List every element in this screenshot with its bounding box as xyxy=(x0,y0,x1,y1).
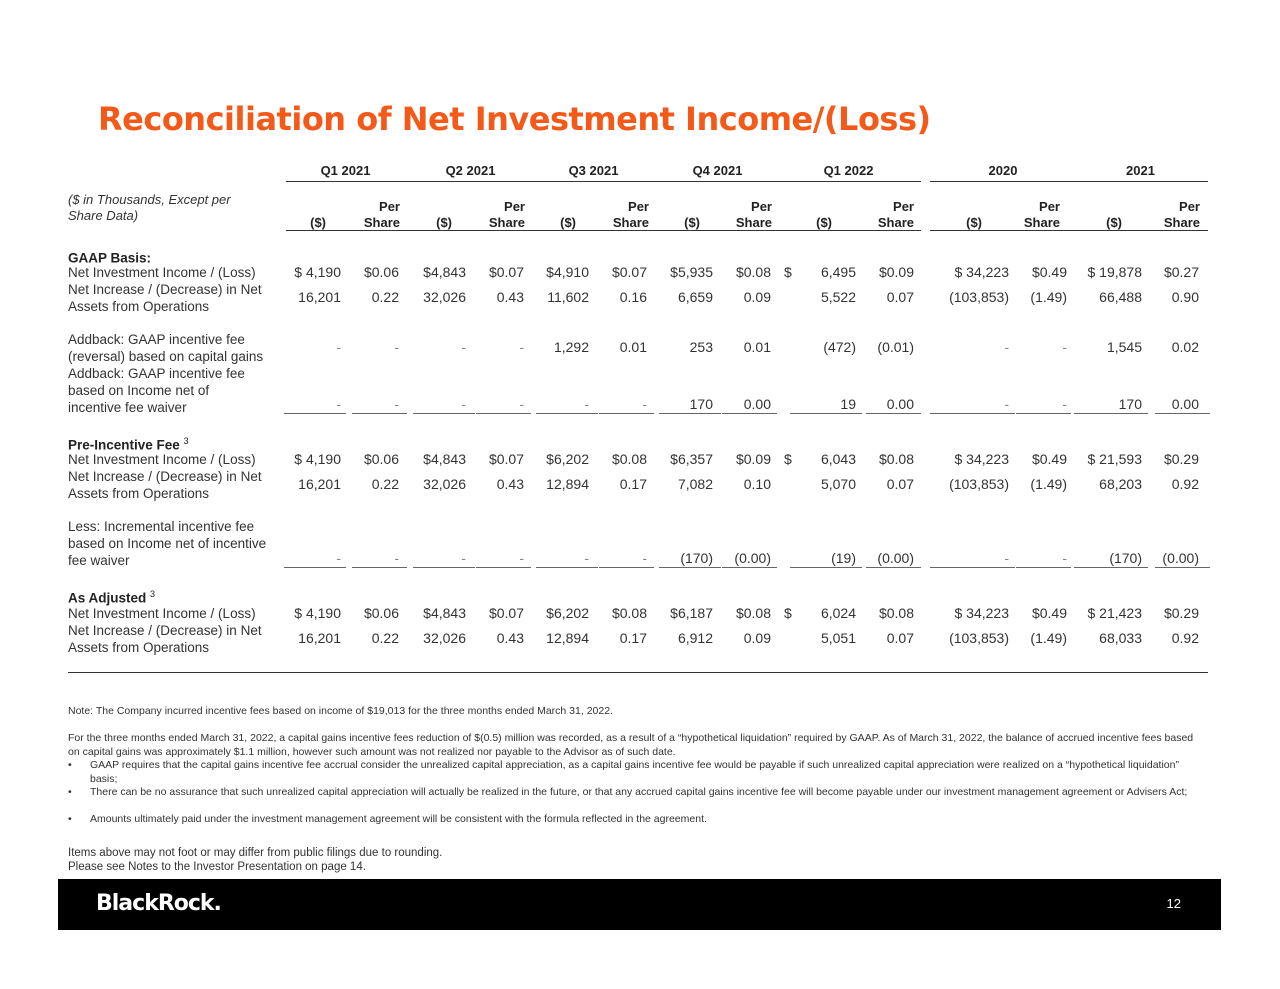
table-cell: $0.07 xyxy=(488,451,524,467)
table-cell: (19) xyxy=(831,550,856,566)
table-cell: - xyxy=(336,550,341,566)
table-cell: $4,843 xyxy=(423,264,466,280)
row-label-addback-income: Addback: GAAP incentive fee based on Income net of incentive fee waiver xyxy=(68,366,245,415)
note-see-notes: Please see Notes to the Investor Presentation on page 14. xyxy=(68,861,366,873)
table-cell: $0.09 xyxy=(878,264,914,280)
table-cell: $4,843 xyxy=(423,451,466,467)
table-cell: 0.22 xyxy=(371,630,399,646)
header-divider-right xyxy=(930,230,1208,231)
cell-underline xyxy=(352,413,407,414)
table-cell: 0.92 xyxy=(1171,476,1199,492)
table-cell: $0.07 xyxy=(488,264,524,280)
table-cell: $0.09 xyxy=(735,451,771,467)
row-label-adj-nii: Net Investment Income / (Loss) xyxy=(68,606,256,621)
cell-underline xyxy=(536,413,598,414)
blackrock-logo: BlackRock. xyxy=(96,891,221,916)
table-cell: (0.00) xyxy=(1162,550,1199,566)
share-label: Share xyxy=(363,215,400,230)
table-cell: - xyxy=(642,550,647,566)
table-cell: 16,201 xyxy=(298,289,341,305)
col-header-q4-2021-per-share xyxy=(718,199,772,231)
table-cell: (472) xyxy=(823,339,856,355)
table-cell: $ 21,593 xyxy=(1087,451,1142,467)
row-label-addback-capital-gains: Addback: GAAP incentive fee (reversal) based on capital gains xyxy=(68,332,264,364)
table-cell: 0.07 xyxy=(886,289,914,305)
footer-bar xyxy=(58,879,1221,930)
note-bullet xyxy=(68,759,1198,786)
note-incentive-fees: Note: The Company incurred incentive fees based on income of $19,013 for the three months ended March 31, 2022. xyxy=(68,705,613,717)
table-cell: 12,894 xyxy=(546,476,589,492)
bullet-text: There can be no assurance that such unrealized capital appreciation will actually be realized in the future, or that any accrued capital gains incentive fee will become payable under our investment management agreement or Advisers Act; xyxy=(90,786,1188,798)
table-cell: 32,026 xyxy=(423,476,466,492)
col-header-q3-2021-dollars: ($) xyxy=(560,215,576,230)
table-cell: 0.07 xyxy=(886,476,914,492)
table-cell: $0.08 xyxy=(735,605,771,621)
cell-underline xyxy=(476,567,531,568)
table-bottom-rule xyxy=(68,672,1208,673)
table-cell: 0.07 xyxy=(886,630,914,646)
period-q4-2021: Q4 2021 xyxy=(692,163,743,178)
bullet-marker: • xyxy=(68,786,72,798)
per-label: Per xyxy=(379,199,400,214)
table-cell: $ 4,190 xyxy=(294,605,341,621)
period-q1-2022: Q1 2022 xyxy=(823,163,874,178)
share-label: Share xyxy=(877,215,914,230)
table-cell: 0.43 xyxy=(496,476,524,492)
cell-underline xyxy=(722,567,777,568)
table-cell: - xyxy=(642,396,647,412)
col-header-2021-per-share xyxy=(1146,199,1200,231)
table-cell: - xyxy=(461,339,466,355)
period-divider-left xyxy=(286,181,921,182)
table-cell: 68,033 xyxy=(1099,630,1142,646)
row-label-less-incremental: Less: Incremental incentive fee based on Income net of incentive fee waiver xyxy=(68,519,267,568)
table-cell: $6,357 xyxy=(670,451,713,467)
bullet-text: GAAP requires that the capital gains incentive fee accrual consider the unrealized capital appreciation, as a capital gains incentive fee would be payable if such unrealized capital appreciation were realized on a “hypothetical liquidation” basis; xyxy=(90,759,1179,785)
period-q1-2021: Q1 2021 xyxy=(320,163,371,178)
share-label: Share xyxy=(735,215,772,230)
note-bullet xyxy=(68,813,1198,827)
share-label: Share xyxy=(1023,215,1060,230)
table-cell: 0.01 xyxy=(619,339,647,355)
table-cell: 0.00 xyxy=(1171,396,1199,412)
table-cell: $0.29 xyxy=(1163,605,1199,621)
table-cell: $0.49 xyxy=(1031,264,1067,280)
table-cell: $ 4,190 xyxy=(294,451,341,467)
table-cell: $0.27 xyxy=(1163,264,1199,280)
table-cell: $ 4,190 xyxy=(294,264,341,280)
table-cell: $6,187 xyxy=(670,605,713,621)
table-cell: $0.49 xyxy=(1031,605,1067,621)
cell-underline xyxy=(1016,413,1071,414)
period-divider-right xyxy=(930,181,1208,182)
table-cell: $5,935 xyxy=(670,264,713,280)
share-label: Share xyxy=(1163,215,1200,230)
table-cell: 7,082 xyxy=(677,476,713,492)
per-label: Per xyxy=(893,199,914,214)
table-cell: 0.17 xyxy=(619,476,647,492)
cell-underline xyxy=(413,567,475,568)
table-cell: 0.01 xyxy=(743,339,771,355)
cell-underline xyxy=(1074,567,1148,568)
page-number: 12 xyxy=(1166,896,1181,911)
table-cell: - xyxy=(1004,339,1009,355)
col-header-2021-dollars: ($) xyxy=(1106,215,1122,230)
per-label: Per xyxy=(628,199,649,214)
row-label-pre-nii: Net Investment Income / (Loss) xyxy=(68,452,256,467)
per-label: Per xyxy=(751,199,772,214)
cell-underline xyxy=(599,567,654,568)
table-cell: 0.92 xyxy=(1171,630,1199,646)
header-divider-left xyxy=(286,230,921,231)
table-cell: - xyxy=(519,339,524,355)
table-cell: 6,912 xyxy=(677,630,713,646)
table-cell: 6,495 xyxy=(820,264,856,280)
table-cell: 12,894 xyxy=(546,630,589,646)
table-cell: 16,201 xyxy=(298,630,341,646)
page-title: Reconciliation of Net Investment Income/(Loss) xyxy=(98,100,931,138)
cell-underline xyxy=(930,413,1015,414)
table-cell: (0.00) xyxy=(877,550,914,566)
table-cell: $0.49 xyxy=(1031,451,1067,467)
col-header-q1-2021-dollars: ($) xyxy=(310,215,326,230)
footnote-marker: 3 xyxy=(150,589,156,599)
section-title-text: GAAP Basis: xyxy=(68,250,152,266)
col-header-q2-2021-dollars: ($) xyxy=(436,215,452,230)
cell-underline xyxy=(866,413,921,414)
table-cell: - xyxy=(394,339,399,355)
table-cell: 170 xyxy=(1118,396,1142,412)
table-cell: - xyxy=(394,396,399,412)
table-cell: - xyxy=(461,550,466,566)
cell-underline xyxy=(930,567,1015,568)
units-label: ($ in Thousands, Except per Share Data) xyxy=(68,192,231,223)
section-title-text: As Adjusted xyxy=(68,590,147,606)
table-cell: 0.00 xyxy=(743,396,771,412)
cell-underline xyxy=(352,567,407,568)
period-2021: 2021 xyxy=(1126,163,1155,178)
table-cell: 6,659 xyxy=(677,289,713,305)
row-label-gaap-net: Net Increase / (Decrease) in Net Assets from Operations xyxy=(68,282,262,314)
cell-underline xyxy=(536,567,598,568)
table-cell: 0.16 xyxy=(619,289,647,305)
cell-underline xyxy=(599,413,654,414)
dollar-sign: $ xyxy=(784,605,792,621)
cell-underline xyxy=(722,413,777,414)
cell-underline xyxy=(284,567,346,568)
table-cell: 32,026 xyxy=(423,289,466,305)
table-cell: 0.10 xyxy=(743,476,771,492)
col-header-q1-2022-per-share xyxy=(860,199,914,231)
table-cell: 0.22 xyxy=(371,476,399,492)
table-cell: - xyxy=(584,550,589,566)
table-cell: $4,843 xyxy=(423,605,466,621)
table-cell: - xyxy=(1004,396,1009,412)
table-cell: (103,853) xyxy=(949,630,1009,646)
table-cell: 6,024 xyxy=(820,605,856,621)
row-label-pre-net: Net Increase / (Decrease) in Net Assets from Operations xyxy=(68,469,262,501)
table-cell: 11,602 xyxy=(547,289,589,305)
bullet-marker: • xyxy=(68,813,72,825)
col-header-q2-2021-per-share xyxy=(471,199,525,231)
table-cell: - xyxy=(336,339,341,355)
cell-underline xyxy=(1016,567,1071,568)
table-cell: 6,043 xyxy=(820,451,856,467)
table-cell: - xyxy=(1004,550,1009,566)
table-cell: - xyxy=(519,550,524,566)
table-cell: - xyxy=(519,396,524,412)
table-cell: 0.02 xyxy=(1171,339,1199,355)
table-cell: (1.49) xyxy=(1030,476,1067,492)
table-cell: $0.29 xyxy=(1163,451,1199,467)
table-cell: - xyxy=(336,396,341,412)
section-title-text: Pre-Incentive Fee xyxy=(68,437,180,453)
table-cell: 0.43 xyxy=(496,630,524,646)
table-cell: 0.09 xyxy=(743,630,771,646)
col-header-2020-per-share xyxy=(1006,199,1060,231)
table-cell: 19 xyxy=(840,396,856,412)
table-cell: 0.22 xyxy=(371,289,399,305)
period-q3-2021: Q3 2021 xyxy=(568,163,619,178)
table-cell: 1,292 xyxy=(553,339,589,355)
table-cell: - xyxy=(1062,339,1067,355)
table-cell: $0.07 xyxy=(611,264,647,280)
table-cell: (1.49) xyxy=(1030,289,1067,305)
table-cell: (170) xyxy=(1109,550,1142,566)
table-cell: $0.06 xyxy=(363,264,399,280)
row-label-adj-net: Net Increase / (Decrease) in Net Assets from Operations xyxy=(68,623,262,655)
table-cell: $4,910 xyxy=(546,264,589,280)
table-cell: 0.17 xyxy=(619,630,647,646)
table-cell: (103,853) xyxy=(949,476,1009,492)
col-header-q1-2021-per-share xyxy=(348,199,400,231)
table-cell: (103,853) xyxy=(949,289,1009,305)
table-cell: $0.06 xyxy=(363,605,399,621)
table-cell: 170 xyxy=(689,396,713,412)
cell-underline xyxy=(659,567,721,568)
per-label: Per xyxy=(1039,199,1060,214)
cell-underline xyxy=(413,413,475,414)
cell-underline xyxy=(284,413,346,414)
dollar-sign: $ xyxy=(784,264,792,280)
table-cell: 0.00 xyxy=(886,396,914,412)
table-cell: $ 34,223 xyxy=(954,605,1009,621)
table-cell: 0.09 xyxy=(743,289,771,305)
table-cell: $0.08 xyxy=(878,605,914,621)
table-cell: (1.49) xyxy=(1030,630,1067,646)
table-cell: 0.43 xyxy=(496,289,524,305)
table-cell: 68,203 xyxy=(1099,476,1142,492)
bullet-marker: • xyxy=(68,759,72,771)
table-cell: 5,522 xyxy=(820,289,856,305)
table-cell: $6,202 xyxy=(546,451,589,467)
table-cell: $0.08 xyxy=(878,451,914,467)
table-cell: 253 xyxy=(689,339,713,355)
share-label: Share xyxy=(488,215,525,230)
table-cell: $6,202 xyxy=(546,605,589,621)
table-cell: $ 21,423 xyxy=(1087,605,1142,621)
cell-underline xyxy=(866,567,921,568)
table-cell: $ 34,223 xyxy=(954,451,1009,467)
note-rounding: Items above may not foot or may differ from public filings due to rounding. xyxy=(68,847,443,859)
footnote-marker: 3 xyxy=(183,436,189,446)
table-cell: 16,201 xyxy=(298,476,341,492)
table-cell: - xyxy=(584,396,589,412)
cell-underline xyxy=(790,567,862,568)
cell-underline xyxy=(1074,413,1148,414)
share-label: Share xyxy=(612,215,649,230)
table-cell: $0.08 xyxy=(611,605,647,621)
note-bullet xyxy=(68,786,1198,800)
table-cell: $0.06 xyxy=(363,451,399,467)
table-cell: $ 34,223 xyxy=(954,264,1009,280)
per-label: Per xyxy=(504,199,525,214)
table-cell: 5,070 xyxy=(820,476,856,492)
col-header-2020-dollars: ($) xyxy=(966,215,982,230)
table-cell: 0.90 xyxy=(1171,289,1199,305)
col-header-q3-2021-per-share xyxy=(595,199,649,231)
cell-underline xyxy=(1155,567,1210,568)
cell-underline xyxy=(659,413,721,414)
table-cell: 5,051 xyxy=(820,630,856,646)
table-cell: 66,488 xyxy=(1099,289,1142,305)
row-label-gaap-nii: Net Investment Income / (Loss) xyxy=(68,265,256,280)
table-cell: - xyxy=(1062,396,1067,412)
table-cell: $0.07 xyxy=(488,605,524,621)
note-capital-gains: For the three months ended March 31, 2022, a capital gains incentive fees reduction of $(0.5) million was recorded, as a result of a “hypothetical liquidation” required by GAAP. As of March 31, 2022, the balance of accrued incentive fees based on capital gains was approximately $1.1 million, however such amount was not realized nor payable to the Advisor as of such date. xyxy=(68,732,1194,758)
period-2020: 2020 xyxy=(988,163,1018,178)
table-cell: $0.08 xyxy=(611,451,647,467)
period-q2-2021: Q2 2021 xyxy=(445,163,496,178)
cell-underline xyxy=(790,413,862,414)
table-cell: 1,545 xyxy=(1106,339,1142,355)
slide xyxy=(58,0,1221,989)
dollar-sign: $ xyxy=(784,451,792,467)
table-cell: (0.00) xyxy=(734,550,771,566)
table-cell: (170) xyxy=(680,550,713,566)
section-title-as-adjusted xyxy=(68,589,155,606)
per-label: Per xyxy=(1179,199,1200,214)
cell-underline xyxy=(1155,413,1210,414)
col-header-q1-2022-dollars: ($) xyxy=(816,215,832,230)
bullet-text: Amounts ultimately paid under the investment management agreement will be consistent with the formula reflected in the agreement. xyxy=(90,813,707,825)
table-cell: 32,026 xyxy=(423,630,466,646)
table-cell: (0.01) xyxy=(877,339,914,355)
table-cell: - xyxy=(1062,550,1067,566)
table-cell: - xyxy=(461,396,466,412)
col-header-q4-2021-dollars: ($) xyxy=(684,215,700,230)
table-cell: $0.08 xyxy=(735,264,771,280)
cell-underline xyxy=(476,413,531,414)
table-cell: - xyxy=(394,550,399,566)
table-cell: $ 19,878 xyxy=(1087,264,1142,280)
